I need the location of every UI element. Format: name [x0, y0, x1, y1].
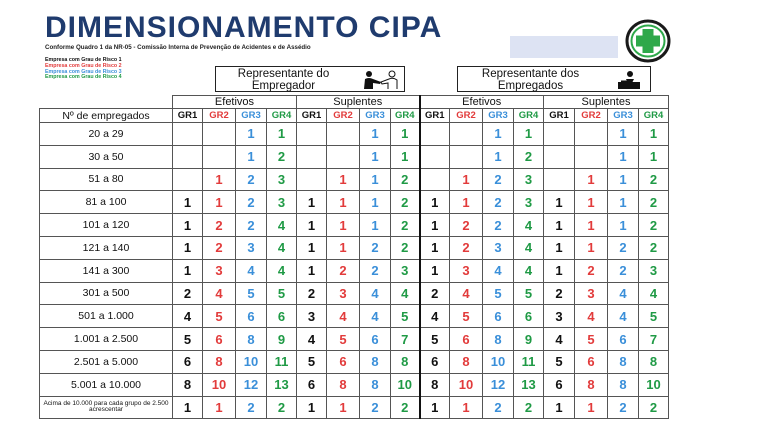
member-count-cell: 1: [483, 123, 514, 146]
member-count-cell: 2: [267, 396, 297, 419]
member-count-cell: 1: [575, 214, 608, 237]
member-count-cell: 1: [297, 191, 327, 214]
member-count-cell: 1: [544, 259, 575, 282]
member-count-cell: 4: [544, 328, 575, 351]
member-count-cell: 3: [267, 191, 297, 214]
member-count-cell: 5: [450, 305, 483, 328]
table-row: [40, 214, 669, 237]
member-count-cell: 11: [267, 350, 297, 373]
member-count-cell: 1: [203, 168, 236, 191]
member-count-cell: 10: [203, 373, 236, 396]
member-count-cell: 2: [203, 236, 236, 259]
member-count-cell: 2: [514, 145, 544, 168]
risk-header-gr2: GR2: [327, 109, 360, 123]
employee-range-cell: 121 a 140: [40, 236, 173, 259]
member-count-cell: [173, 168, 203, 191]
member-count-cell: 1: [608, 123, 639, 146]
member-count-cell: 1: [203, 191, 236, 214]
member-count-cell: [327, 145, 360, 168]
member-count-cell: 4: [608, 282, 639, 305]
voting-box-icon: [608, 70, 648, 90]
member-count-cell: 1: [173, 236, 203, 259]
member-count-cell: 8: [360, 373, 391, 396]
member-count-cell: 7: [639, 328, 669, 351]
member-count-cell: [544, 168, 575, 191]
member-count-cell: 1: [420, 236, 450, 259]
member-count-cell: 10: [450, 373, 483, 396]
employee-range-cell: 51 a 80: [40, 168, 173, 191]
member-count-cell: 2: [639, 214, 669, 237]
member-count-cell: 1: [267, 123, 297, 146]
table-row: [40, 305, 669, 328]
employee-range-cell: 81 a 100: [40, 191, 173, 214]
member-count-cell: 6: [297, 373, 327, 396]
member-count-cell: 2: [483, 191, 514, 214]
member-count-cell: 1: [360, 168, 391, 191]
member-count-cell: [575, 123, 608, 146]
member-count-cell: 5: [236, 282, 267, 305]
member-count-cell: 6: [360, 328, 391, 351]
legend-item-gr3: Empresa com Grau de Risco 3: [45, 68, 122, 75]
employees-representative-box: [457, 66, 651, 92]
member-count-cell: 4: [575, 305, 608, 328]
member-count-cell: 8: [575, 373, 608, 396]
member-count-cell: 1: [420, 214, 450, 237]
member-count-cell: 10: [391, 373, 420, 396]
member-count-cell: 4: [360, 282, 391, 305]
employee-range-cell: Acima de 10.000 para cada grupo de 2.500 acrescentar: [40, 396, 173, 419]
risk-header-gr2: GR2: [450, 109, 483, 123]
member-count-cell: [173, 145, 203, 168]
member-count-cell: 4: [267, 214, 297, 237]
member-count-cell: 1: [297, 259, 327, 282]
table-row: [40, 259, 669, 282]
member-count-cell: 5: [575, 328, 608, 351]
employee-range-cell: 30 a 50: [40, 145, 173, 168]
risk-header-gr1: GR1: [420, 109, 450, 123]
member-count-cell: 4: [450, 282, 483, 305]
member-count-cell: 10: [639, 373, 669, 396]
member-count-cell: 5: [267, 282, 297, 305]
member-count-cell: 1: [608, 145, 639, 168]
page-title: DIMENSIONAMENTO CIPA: [45, 11, 443, 44]
member-count-cell: 2: [391, 168, 420, 191]
member-count-cell: [544, 123, 575, 146]
member-count-cell: 8: [236, 328, 267, 351]
risk-header-gr3: GR3: [608, 109, 639, 123]
member-count-cell: 1: [575, 191, 608, 214]
member-count-cell: 3: [297, 305, 327, 328]
member-count-cell: 6: [203, 328, 236, 351]
member-count-cell: 8: [450, 350, 483, 373]
member-count-cell: 1: [575, 396, 608, 419]
member-count-cell: 3: [544, 305, 575, 328]
member-count-cell: 2: [608, 236, 639, 259]
member-count-cell: 1: [420, 396, 450, 419]
risk-header-gr4: GR4: [267, 109, 297, 123]
member-count-cell: 10: [236, 350, 267, 373]
member-count-cell: 6: [514, 305, 544, 328]
member-count-cell: 1: [327, 236, 360, 259]
employee-range-cell: 301 a 500: [40, 282, 173, 305]
member-count-cell: 1: [327, 214, 360, 237]
member-count-cell: 1: [327, 396, 360, 419]
member-count-cell: 5: [420, 328, 450, 351]
employer-representative-label: Representante do Empregador: [237, 68, 330, 92]
member-count-cell: 2: [297, 282, 327, 305]
employee-range-cell: 20 a 29: [40, 123, 173, 146]
member-count-cell: 1: [450, 396, 483, 419]
handshake-icon: [361, 70, 401, 90]
member-count-cell: 4: [297, 328, 327, 351]
employee-range-cell: 501 a 1.000: [40, 305, 173, 328]
member-count-cell: 2: [483, 168, 514, 191]
member-count-cell: 8: [203, 350, 236, 373]
member-count-cell: 13: [514, 373, 544, 396]
table-row: [40, 350, 669, 373]
member-count-cell: 4: [514, 214, 544, 237]
member-count-cell: 1: [236, 123, 267, 146]
member-count-cell: 1: [575, 236, 608, 259]
member-count-cell: 8: [608, 373, 639, 396]
member-count-cell: 2: [391, 191, 420, 214]
member-count-cell: 1: [608, 191, 639, 214]
risk-header-gr4: GR4: [514, 109, 544, 123]
member-count-cell: 1: [608, 214, 639, 237]
member-count-cell: 8: [360, 350, 391, 373]
member-count-cell: 1: [173, 191, 203, 214]
table-row: [40, 328, 669, 351]
member-count-cell: 1: [297, 214, 327, 237]
member-count-cell: 1: [391, 145, 420, 168]
member-count-cell: 4: [639, 282, 669, 305]
table-row: [40, 123, 669, 146]
member-count-cell: 2: [391, 396, 420, 419]
member-count-cell: 1: [327, 168, 360, 191]
member-count-cell: 3: [514, 168, 544, 191]
member-count-cell: 3: [203, 259, 236, 282]
member-count-cell: 2: [483, 214, 514, 237]
legend-item-gr2: Empresa com Grau de Risco 2: [45, 62, 122, 69]
member-count-cell: 4: [608, 305, 639, 328]
member-count-cell: 4: [391, 282, 420, 305]
member-count-cell: 4: [267, 236, 297, 259]
legend-item-gr4: Empresa com Grau de Risco 4: [45, 74, 122, 81]
member-count-cell: 3: [575, 282, 608, 305]
member-count-cell: 2: [450, 214, 483, 237]
member-count-cell: 2: [360, 396, 391, 419]
member-count-cell: 2: [236, 396, 267, 419]
member-count-cell: [297, 145, 327, 168]
member-count-cell: [297, 168, 327, 191]
member-count-cell: 2: [236, 214, 267, 237]
member-count-cell: 2: [514, 396, 544, 419]
member-count-cell: 6: [544, 373, 575, 396]
member-count-cell: 2: [544, 282, 575, 305]
member-count-cell: 3: [639, 259, 669, 282]
risk-header-gr2: GR2: [203, 109, 236, 123]
member-count-cell: 6: [420, 350, 450, 373]
member-count-cell: 5: [483, 282, 514, 305]
member-count-cell: 2: [360, 236, 391, 259]
risk-header-gr4: GR4: [391, 109, 420, 123]
member-count-cell: [173, 123, 203, 146]
member-count-cell: [544, 145, 575, 168]
member-count-cell: 8: [483, 328, 514, 351]
table-row: [40, 396, 669, 419]
risk-header-gr3: GR3: [483, 109, 514, 123]
member-count-cell: 1: [173, 214, 203, 237]
member-count-cell: 5: [297, 350, 327, 373]
member-count-cell: 8: [639, 350, 669, 373]
member-count-cell: 2: [450, 236, 483, 259]
member-count-cell: 3: [391, 259, 420, 282]
risk-header-gr4: GR4: [639, 109, 669, 123]
page-subtitle: Conforme Quadro 1 da NR-05 - Comissão Interna de Prevenção de Acidentes e de Assédio: [45, 44, 311, 51]
member-count-cell: 5: [327, 328, 360, 351]
member-count-cell: [575, 145, 608, 168]
group-header-efetivos: Efetivos: [173, 96, 297, 109]
member-count-cell: 2: [391, 236, 420, 259]
group-header-efetivos: Efetivos: [420, 96, 544, 109]
member-count-cell: 1: [173, 396, 203, 419]
corner-cell: [40, 96, 173, 109]
member-count-cell: 2: [173, 282, 203, 305]
employee-range-cell: 1.001 a 2.500: [40, 328, 173, 351]
risk-header-gr1: GR1: [173, 109, 203, 123]
member-count-cell: 1: [360, 145, 391, 168]
member-count-cell: 1: [297, 396, 327, 419]
member-count-cell: 5: [203, 305, 236, 328]
member-count-cell: 8: [173, 373, 203, 396]
member-count-cell: 11: [514, 350, 544, 373]
member-count-cell: 1: [173, 259, 203, 282]
member-count-cell: 9: [514, 328, 544, 351]
member-count-cell: 3: [236, 236, 267, 259]
member-count-cell: 2: [608, 259, 639, 282]
member-count-cell: 4: [327, 305, 360, 328]
employees-representative-label: Representante dos Empregados: [481, 68, 580, 92]
member-count-cell: 5: [173, 328, 203, 351]
member-count-cell: 1: [483, 145, 514, 168]
member-count-cell: 3: [514, 191, 544, 214]
member-count-cell: 1: [544, 191, 575, 214]
member-count-cell: 6: [327, 350, 360, 373]
member-count-cell: 12: [483, 373, 514, 396]
member-count-cell: 1: [544, 236, 575, 259]
member-count-cell: 6: [236, 305, 267, 328]
member-count-cell: [203, 145, 236, 168]
range-header: Nº de empregados: [40, 109, 173, 123]
risk-legend: [45, 58, 122, 81]
risk-header-gr1: GR1: [544, 109, 575, 123]
cipa-sheet: [35, 8, 705, 423]
member-count-cell: 2: [203, 214, 236, 237]
member-count-cell: [420, 168, 450, 191]
member-count-cell: 1: [450, 191, 483, 214]
member-count-cell: 1: [203, 396, 236, 419]
member-count-cell: [420, 123, 450, 146]
employee-range-cell: 141 a 300: [40, 259, 173, 282]
member-count-cell: 1: [420, 259, 450, 282]
member-count-cell: [450, 123, 483, 146]
member-count-cell: 8: [608, 350, 639, 373]
member-count-cell: 12: [236, 373, 267, 396]
member-count-cell: 13: [267, 373, 297, 396]
member-count-cell: 4: [203, 282, 236, 305]
legend-item-gr1: Empresa com Grau de Risco 1: [45, 57, 122, 63]
member-count-cell: 4: [483, 259, 514, 282]
member-count-cell: 1: [420, 191, 450, 214]
table-row: [40, 145, 669, 168]
member-count-cell: 2: [420, 282, 450, 305]
blank-field-box: [510, 36, 618, 58]
member-count-cell: 3: [483, 236, 514, 259]
member-count-cell: 4: [267, 259, 297, 282]
employee-range-cell: 5.001 a 10.000: [40, 373, 173, 396]
member-count-cell: 8: [327, 373, 360, 396]
table-row: [40, 373, 669, 396]
member-count-cell: [327, 123, 360, 146]
member-count-cell: 6: [608, 328, 639, 351]
employee-range-cell: 2.501 a 5.000: [40, 350, 173, 373]
member-count-cell: 2: [639, 191, 669, 214]
member-count-cell: 5: [639, 305, 669, 328]
member-count-cell: 1: [327, 191, 360, 214]
member-count-cell: 2: [391, 214, 420, 237]
member-count-cell: 2: [639, 168, 669, 191]
member-count-cell: [203, 123, 236, 146]
cipa-table: [39, 95, 669, 419]
member-count-cell: 8: [420, 373, 450, 396]
member-count-cell: 6: [267, 305, 297, 328]
member-count-cell: 1: [544, 214, 575, 237]
member-count-cell: 6: [575, 350, 608, 373]
group-header-suplentes: Suplentes: [544, 96, 669, 109]
member-count-cell: 4: [420, 305, 450, 328]
table-row: [40, 168, 669, 191]
member-count-cell: 4: [514, 259, 544, 282]
table-row: [40, 236, 669, 259]
member-count-cell: 1: [544, 396, 575, 419]
health-cross-icon: [625, 19, 671, 63]
member-count-cell: 1: [608, 168, 639, 191]
member-count-cell: 5: [544, 350, 575, 373]
member-count-cell: 2: [608, 396, 639, 419]
member-count-cell: [420, 145, 450, 168]
member-count-cell: 4: [360, 305, 391, 328]
member-count-cell: 1: [450, 168, 483, 191]
member-count-cell: [297, 123, 327, 146]
member-count-cell: [450, 145, 483, 168]
member-count-cell: 2: [639, 396, 669, 419]
table-row: [40, 282, 669, 305]
member-count-cell: 9: [267, 328, 297, 351]
member-count-cell: 6: [173, 350, 203, 373]
member-count-cell: 2: [236, 191, 267, 214]
member-count-cell: 2: [267, 145, 297, 168]
group-header-suplentes: Suplentes: [297, 96, 420, 109]
member-count-cell: 3: [450, 259, 483, 282]
risk-header-gr1: GR1: [297, 109, 327, 123]
member-count-cell: 1: [639, 145, 669, 168]
member-count-cell: 1: [236, 145, 267, 168]
member-count-cell: 1: [514, 123, 544, 146]
member-count-cell: 1: [575, 168, 608, 191]
member-count-cell: 2: [639, 236, 669, 259]
member-count-cell: 2: [236, 168, 267, 191]
member-count-cell: 1: [391, 123, 420, 146]
member-count-cell: 2: [327, 259, 360, 282]
member-count-cell: 1: [360, 214, 391, 237]
member-count-cell: 1: [639, 123, 669, 146]
member-count-cell: 10: [483, 350, 514, 373]
member-count-cell: 6: [450, 328, 483, 351]
employer-representative-box: [215, 66, 405, 92]
risk-header-gr3: GR3: [236, 109, 267, 123]
member-count-cell: 6: [483, 305, 514, 328]
member-count-cell: 1: [360, 191, 391, 214]
member-count-cell: 4: [514, 236, 544, 259]
table-row: [40, 191, 669, 214]
member-count-cell: 3: [327, 282, 360, 305]
member-count-cell: 7: [391, 328, 420, 351]
member-count-cell: 5: [391, 305, 420, 328]
member-count-cell: 5: [514, 282, 544, 305]
risk-header-gr2: GR2: [575, 109, 608, 123]
member-count-cell: 2: [360, 259, 391, 282]
member-count-cell: 4: [173, 305, 203, 328]
employee-range-cell: 101 a 120: [40, 214, 173, 237]
member-count-cell: 3: [267, 168, 297, 191]
member-count-cell: 1: [360, 123, 391, 146]
member-count-cell: 8: [391, 350, 420, 373]
member-count-cell: 2: [575, 259, 608, 282]
member-count-cell: 2: [483, 396, 514, 419]
risk-header-gr3: GR3: [360, 109, 391, 123]
member-count-cell: 4: [236, 259, 267, 282]
member-count-cell: 1: [297, 236, 327, 259]
